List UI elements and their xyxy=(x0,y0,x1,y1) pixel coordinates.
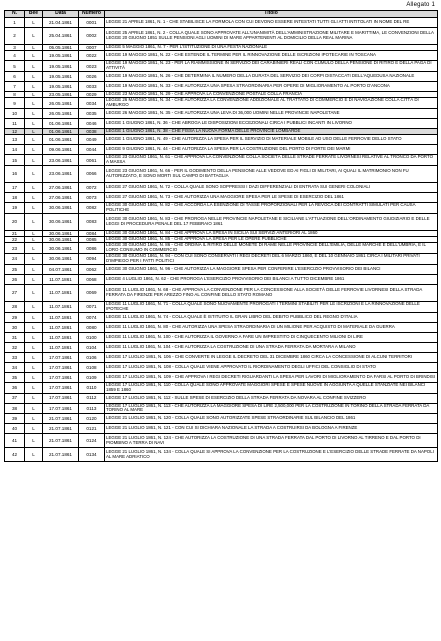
row-number: 5 xyxy=(5,61,25,72)
row-bee: L xyxy=(25,372,43,382)
row-title: LEGGE 17 LUGLIO 1861, N. 112 - SULLE SPESE DI ESERCIZIO DELLA STRADA FERRATA DA NOVARA AL CONFINE SVIZZERO xyxy=(105,393,438,403)
row-numero: 0108 xyxy=(79,362,105,372)
row-date: 25.04.1861 xyxy=(43,28,79,45)
row-number: 26 xyxy=(5,274,25,284)
row-number: 28 xyxy=(5,301,25,312)
row-numero: 0071 xyxy=(79,301,105,312)
row-number: 30 xyxy=(5,322,25,332)
table-row xyxy=(5,403,438,414)
table-row xyxy=(5,193,438,203)
row-bee: L xyxy=(25,362,43,372)
row-title: LEGGE 4 LUGLIO 1861, N. 62 - CHE PROROGA L'ESERCIZIO PROVVISORIO DEI BILANCI A TUTTO DICEMBRE 1861 xyxy=(105,274,438,284)
table-row xyxy=(5,109,438,119)
table-row xyxy=(5,51,438,61)
row-bee: L xyxy=(25,98,43,109)
table-row xyxy=(5,414,438,424)
row-title: LEGGE 19 MAGGIO 1861, N. 23 - PER LA RIAMMISSIONE IN SERVIZIO DEI CARABINIERI REALI CON CUMULO DELLA PENSIONE DI RITIRO E DELLA PAGA DI ATTIVITÀ xyxy=(105,61,438,72)
row-number: 2 xyxy=(5,28,25,45)
row-bee: L xyxy=(25,414,43,424)
table-row xyxy=(5,372,438,382)
table-row xyxy=(5,264,438,274)
row-bee: L xyxy=(25,230,43,236)
row-title: LEGGE 23 MAGGIO 1861, N. 29 - CHE APPROVA LA CONVENZIONE POSTALE COLLA FRANCIA xyxy=(105,92,438,98)
row-numero: 0022 xyxy=(79,51,105,61)
row-bee: L xyxy=(25,301,43,312)
row-number: 29 xyxy=(5,312,25,322)
row-numero: 0062 xyxy=(79,264,105,274)
row-title: LEGGE 25 APRILE 1861, N. 2 - COLLA QUALE SONO APPROVATE ALL'UNANIMITÀ DELL'AMMINISTRAZIONE MILITARE E MARITTIMA, LE CONVENZIONI DELLA LEGGE 20 GIUGNO 1851 SULLE PENSIONI AGLI UOMINI DI MARE APPARTENENTI AL DOMICILIO DELLA REAL MARINA xyxy=(105,28,438,45)
row-date: 27.06.1861 xyxy=(43,183,79,193)
table-row xyxy=(5,119,438,129)
row-numero: 0082 xyxy=(79,203,105,214)
row-date: 30.06.1861 xyxy=(43,254,79,265)
row-bee: L xyxy=(25,352,43,362)
attachment-label: Allegato 1 xyxy=(406,2,435,8)
row-bee: L xyxy=(25,284,43,301)
row-date: 11.07.1861 xyxy=(43,312,79,322)
row-date: 21.07.1861 xyxy=(43,434,79,448)
table-row xyxy=(5,61,438,72)
header-date: Data xyxy=(43,11,79,18)
row-title: LEGGE 26 MAGGIO 1861, N. 35 - CHE AUTORIZZA UNA LEVA DI 36,000 UOMINI NELLE PROVINCIE NAPOLETANE xyxy=(105,109,438,119)
row-numero: 0026 xyxy=(79,72,105,82)
table-row xyxy=(5,254,438,265)
row-date: 11.07.1861 xyxy=(43,342,79,352)
row-number: 23 xyxy=(5,243,25,254)
row-title: LEGGE 19 MAGGIO 1861, N. 33 - CHE AUTORIZZA UNA SPESA STRAORDINARIA PER OPERE DI MIGLIORAMENTO AL PORTO D'ANCONA xyxy=(105,82,438,92)
row-title: LEGGE 21 LUGLIO 1861, N. 124 - CHE AUTORIZZA LA COSTRUZIONE DI UNA STRADA FERRATA DAL PORTO DI LIVORNO AL TIRRENO E DAL PORTO DI PIOMBINO A TERRA DI NAVI xyxy=(105,434,438,448)
table-row xyxy=(5,166,438,183)
row-bee: L xyxy=(25,403,43,414)
row-number: 3 xyxy=(5,45,25,51)
row-numero: 0104 xyxy=(79,342,105,352)
row-numero: 0072 xyxy=(79,183,105,193)
row-date: 26.05.1861 xyxy=(43,109,79,119)
row-numero: 0113 xyxy=(79,403,105,414)
row-date: 21.07.1861 xyxy=(43,448,79,462)
row-number: 1 xyxy=(5,18,25,28)
row-number: 20 xyxy=(5,213,25,230)
row-bee: L xyxy=(25,129,43,135)
row-bee: L xyxy=(25,213,43,230)
row-date: 09.06.1861 xyxy=(43,145,79,155)
row-title: LEGGE 30 GIUGNO 1861, N. 82 - CHE ACCORDA LA ESENZIONE DI TASSE PROPORZIONALI PER LA REVOCA DEI CONTRATTI SIMULATI PER CAUSA POLITICHE xyxy=(105,203,438,214)
row-title: LEGGE 21 LUGLIO 1861, N. 121 - CON CUI SI DICHIARA NAZIONALE LA STRADA A COSTRUIRSI DA BOLOGNA A FIRENZE xyxy=(105,424,438,434)
table-row xyxy=(5,213,438,230)
row-numero: 0034 xyxy=(79,98,105,109)
row-numero: 0002 xyxy=(79,28,105,45)
row-title: LEGGE 21 LUGLIO 1861, N. 134 - COLLA QUALE SI APPROVA LA CONVENZIONE PER LA COSTRUZIONE E L'ESERCIZIO DELLE STRADE FERRATE DA NAPOLI AL MARE ADRIATICO xyxy=(105,448,438,462)
row-bee: L xyxy=(25,312,43,322)
row-bee: L xyxy=(25,203,43,214)
row-title: LEGGE 30 GIUGNO 1861, N. 96 - CHE AUTORIZZA LA MAGGIORE SPESA PER CONFERIRE L'ESERCIZIO PROVVISORIO DEI BILANCI xyxy=(105,264,438,274)
row-title: LEGGE 1 GIUGNO 1861, N. 38 - CHE FISSA LA NUOVA FORMA DELLE PROVINCIE LOMBARDE xyxy=(105,129,438,135)
row-title: LEGGE 5 MAGGIO 1861, N. 7 - PER L'ISTITUZIONE DI UNA FESTA NAZIONALE xyxy=(105,45,438,51)
row-date: 01.06.1861 xyxy=(43,119,79,129)
row-date: 05.05.1861 xyxy=(43,45,79,51)
row-bee: L xyxy=(25,274,43,284)
row-numero: 0007 xyxy=(79,45,105,51)
row-title: LEGGE 11 LUGLIO 1861, N. 100 - CHE AUTORIZZA IL GOVERNO A FARE UN IMPRESTITO DI CINQUECENTO MILIONI DI LIRE xyxy=(105,332,438,342)
row-number: 18 xyxy=(5,193,25,203)
row-date: 11.07.1861 xyxy=(43,274,79,284)
row-date: 30.06.1861 xyxy=(43,243,79,254)
row-bee: L xyxy=(25,264,43,274)
row-title: LEGGE 11 LUGLIO 1861, N. 71 - COLLA QUALE SONO NUOVAMENTE PROROGATI I TERMINI STABILITI PER LE ISCRIZIONI E LA RINNOVAZIONE DELLE IPOTECHE xyxy=(105,301,438,312)
row-title: LEGGE 27 GIUGNO 1861, N. 72 - COLLA QUALE SONO SOPPRESSI I DAZI DIFFERENZIALI DI ENTRATA SUI GENERI COLONIALI xyxy=(105,183,438,193)
row-title: LEGGE 19 MAGGIO 1861, N. 26 - CHE DETERMINA IL NUMERO DELLA DURATA DEL SERVIZIO DEI CORPI DISTACCATI DELL'AQUEDUSA NAZIONALE xyxy=(105,72,438,82)
row-number: 17 xyxy=(5,183,25,193)
row-number: 32 xyxy=(5,342,25,352)
row-numero: 0033 xyxy=(79,82,105,92)
row-bee: L xyxy=(25,424,43,434)
row-date: 19.05.1861 xyxy=(43,61,79,72)
row-numero: 0049 xyxy=(79,135,105,145)
row-numero: 0069 xyxy=(79,284,105,301)
row-number: 35 xyxy=(5,372,25,382)
row-title: LEGGE 30 GIUGNO 1861, N. 83 - CHE PROROGA NELLE PROVINCIE NAPOLETANE E SICILIANE L'ATTUAZIONE DELL'ORDINAMENTO GIUDIZIARIO E DELLE LEGGI DI PROCEDURA PENALE DEL 17 FEBBRAIO 1861 xyxy=(105,213,438,230)
row-date: 17.07.1861 xyxy=(43,403,79,414)
row-title: LEGGE 17 LUGLIO 1861, N. 109 - CHE APPROVA I REGI DECRETI RIGUARDANTI LA SPESA PER LAVORI DI MIGLIORAMENTO DA FARSI AL PORTO DI BRINDISI xyxy=(105,372,438,382)
table-row xyxy=(5,362,438,372)
row-number: 16 xyxy=(5,166,25,183)
table-row xyxy=(5,18,438,28)
table-row xyxy=(5,243,438,254)
row-numero: 0029 xyxy=(79,92,105,98)
row-number: 8 xyxy=(5,92,25,98)
row-title: LEGGE 11 LUGLIO 1861, N. 74 - COLLA QUALE È ISTITUITO IL GRAN LIBRO DEL DEBITO PUBBLICO DEL REGNO D'ITALIA xyxy=(105,312,438,322)
row-bee: L xyxy=(25,92,43,98)
row-bee: L xyxy=(25,254,43,265)
row-numero: 0112 xyxy=(79,393,105,403)
table-row xyxy=(5,98,438,109)
row-title: LEGGE 23 GIUGNO 1861, N. 66 - PER IL GODIMENTO DELLA PENSIONE ALLE VEDOVE ED AI FIGLI DI MILITARI, AI QUALI IL MATRIMONIO NON FU AUTORIZZATO, E SONO MORTI SUL CAMPO DI BATTAGLIA xyxy=(105,166,438,183)
row-date: 27.06.1861 xyxy=(43,193,79,203)
row-date: 30.06.1861 xyxy=(43,203,79,214)
row-date: 23.05.1861 xyxy=(43,92,79,98)
table-row xyxy=(5,448,438,462)
row-date: 30.06.1861 xyxy=(43,230,79,236)
row-bee: L xyxy=(25,342,43,352)
row-number: 31 xyxy=(5,332,25,342)
row-date: 11.07.1861 xyxy=(43,301,79,312)
table-row xyxy=(5,342,438,352)
row-numero: 0109 xyxy=(79,372,105,382)
row-bee: L xyxy=(25,145,43,155)
row-bee: L xyxy=(25,434,43,448)
row-number: 15 xyxy=(5,155,25,166)
row-number: 36 xyxy=(5,382,25,393)
row-date: 26.05.1861 xyxy=(43,98,79,109)
table-row xyxy=(5,284,438,301)
row-bee: L xyxy=(25,82,43,92)
row-numero: 0074 xyxy=(79,312,105,322)
table-row xyxy=(5,145,438,155)
laws-table xyxy=(4,10,438,462)
row-date: 30.06.1861 xyxy=(43,213,79,230)
row-date: 11.07.1861 xyxy=(43,322,79,332)
row-numero: 0086 xyxy=(79,243,105,254)
row-title: LEGGE 30 GIUGNO 1861, N. 94 - CON CUI SONO CONSERVATI I REGI DECRETI DEL 6 MARZO 1860, E DEL 10 GENNAIO 1861 CIRCA I MILITARI PRIVATI D'IMPIEGO PER I FATTI POLITICI xyxy=(105,254,438,265)
row-title: LEGGE 17 LUGLIO 1861, N. 110 - COLLA QUALE SONO APPROVATE MAGGIORI SPESE E SPESE NUOVE IN AGGIUNTA A QUELLE STANZIATE NEI BILANCI 1859 E 1860 xyxy=(105,382,438,393)
row-date: 11.07.1861 xyxy=(43,332,79,342)
row-numero: 0035 xyxy=(79,109,105,119)
row-number: 38 xyxy=(5,403,25,414)
row-numero: 0044 xyxy=(79,145,105,155)
table-row xyxy=(5,393,438,403)
table-row xyxy=(5,434,438,448)
row-title: LEGGE 1 GIUGNO 1861, N. 49 - CHE AUTORIZZA LA SPESA PER IL SERVIZIO DI MATERIALE MOBILE AD USO DELLE FERROVIE DELLO STATO xyxy=(105,135,438,145)
row-date: 19.05.1861 xyxy=(43,82,79,92)
row-date: 30.06.1861 xyxy=(43,237,79,243)
table-row xyxy=(5,155,438,166)
row-numero: 0094 xyxy=(79,254,105,265)
row-number: 10 xyxy=(5,109,25,119)
row-bee: L xyxy=(25,193,43,203)
header-bee: Bee xyxy=(25,11,43,18)
table-row xyxy=(5,301,438,312)
row-number: 34 xyxy=(5,362,25,372)
row-date: 23.06.1861 xyxy=(43,155,79,166)
row-bee: L xyxy=(25,382,43,393)
row-number: 37 xyxy=(5,393,25,403)
row-numero: 0083 xyxy=(79,213,105,230)
row-date: 21.07.1861 xyxy=(43,424,79,434)
row-date: 17.07.1861 xyxy=(43,372,79,382)
table-header-row xyxy=(5,11,438,18)
row-date: 04.07.1861 xyxy=(43,264,79,274)
row-bee: L xyxy=(25,166,43,183)
row-bee: L xyxy=(25,119,43,129)
row-title: LEGGE 17 LUGLIO 1861, N. 106 - CHE CONVERTE IN LEGGE IL DECRETO DEL 31 DICEMBRE 1860 CIRCA LA CONCESSIONE DI ALCUNI TERRITORI xyxy=(105,352,438,362)
row-date: 17.07.1861 xyxy=(43,393,79,403)
row-date: 17.07.1861 xyxy=(43,352,79,362)
row-numero: 0134 xyxy=(79,448,105,462)
row-date: 17.07.1861 xyxy=(43,362,79,372)
row-bee: L xyxy=(25,448,43,462)
row-title: LEGGE 11 LUGLIO 1861, N. 80 - CHE AUTORIZZA UNA SPESA STRAORDINARIA DI UN MILIONE PER ACQUISTO DI MATERIALE DA GUERRA xyxy=(105,322,438,332)
row-number: 42 xyxy=(5,448,25,462)
row-number: 12 xyxy=(5,129,25,135)
row-title: LEGGE 23 GIUGNO 1861, N. 61 - CHE APPROVA LA CONVENZIONE COLLA SOCIETÀ DELLE STRADE FERRATE LIVORNESI RELATIVE AL TRONCO DA PORTO A MASSA xyxy=(105,155,438,166)
row-numero: 0001 xyxy=(79,18,105,28)
row-number: 39 xyxy=(5,414,25,424)
row-bee: L xyxy=(25,135,43,145)
row-title: LEGGE 11 LUGLIO 1861, N. 68 - CHE APPROVA LA CONVENZIONE PER LA CONCESSIONE ALLA SOCIETÀ DELLE FERROVIE LIVORNESI DELLA STRADA FERRATA DA FIRENZE PER AREZZO FINO AL CONFINE DELLO STATO ROMANO xyxy=(105,284,438,301)
table-row xyxy=(5,332,438,342)
row-numero: 0046 xyxy=(79,119,105,129)
row-date: 11.07.1861 xyxy=(43,284,79,301)
row-numero: 0084 xyxy=(79,230,105,236)
row-date: 21.04.1861 xyxy=(43,18,79,28)
row-number: 24 xyxy=(5,254,25,265)
table-row xyxy=(5,135,438,145)
row-date: 01.06.1861 xyxy=(43,135,79,145)
table-row xyxy=(5,72,438,82)
row-title: LEGGE 21 APRILE 1861, N. 1 - CHE STABILISCE LA FORMOLA CON CUI DEVONO ESSERE INTESTATI TUTTI GLI ATTI INTITOLATI IN NOME DEL RE xyxy=(105,18,438,28)
row-title: LEGGE 21 LUGLIO 1861, N. 120 - COLLA QUALE SONO AUTORIZZATE SPESE STRAORDINARIE SUL BILANCIO DEL 1861 xyxy=(105,414,438,424)
row-title: LEGGE 30 GIUGNO 1861, N. 85 - CHE APPROVA LA SPESA PER LE OPERE PUBBLICHE xyxy=(105,237,438,243)
row-bee: L xyxy=(25,109,43,119)
row-numero: 0038 xyxy=(79,129,105,135)
row-date: 19.05.1861 xyxy=(43,51,79,61)
row-date: 23.06.1861 xyxy=(43,166,79,183)
table-row xyxy=(5,322,438,332)
table-row xyxy=(5,274,438,284)
row-title: LEGGE 19 MAGGIO 1861, N. 22 - CHE ESTENDE IL TERMINE PER IL RINNOVAZIONE DELLE ISCRIZIONI IPOTECARIE IN TOSCANA xyxy=(105,51,438,61)
row-title: LEGGE 30 GIUGNO 1861, N. 86 - CHE ORDINA IL RITIRO DELLE MONETE DI RAME NELLE PROVINCIE DELL'EMILIA, DELLE MARCHE E DELL'UMBRIA, E IL LORO CONSUMO IN COMMERCIO xyxy=(105,243,438,254)
row-numero: 0124 xyxy=(79,434,105,448)
row-title: LEGGE 1 GIUGNO 1861, N. 36 - CHE ABROGA LE DISPOSIZIONI ECCEZIONALI CIRCA I PUBBLICI INCANTI IN LIVORNO xyxy=(105,119,438,129)
header-title: Titolo xyxy=(105,11,438,18)
row-numero: 0100 xyxy=(79,332,105,342)
row-date: 01.06.1861 xyxy=(43,129,79,135)
row-number: 33 xyxy=(5,352,25,362)
table-row xyxy=(5,312,438,322)
row-bee: L xyxy=(25,18,43,28)
header-number: N. xyxy=(5,11,25,18)
row-number: 11 xyxy=(5,119,25,129)
row-number: 27 xyxy=(5,284,25,301)
table-row xyxy=(5,203,438,214)
row-title: LEGGE 17 LUGLIO 1861, N. 113 - CHE AUTORIZZA LA MAGGIORE SPESA DI LIRE 2,500,000 PER LA COSTRUZIONE IN TORINO DELLA STRADA FERRATA DA TORINO AL MARE xyxy=(105,403,438,414)
row-bee: L xyxy=(25,28,43,45)
table-row xyxy=(5,424,438,434)
row-numero: 0110 xyxy=(79,382,105,393)
row-number: 13 xyxy=(5,135,25,145)
row-numero: 0066 xyxy=(79,166,105,183)
row-numero: 0073 xyxy=(79,193,105,203)
row-title: LEGGE 26 MAGGIO 1861, N. 34 - CHE AUTORIZZA LA CONVENZIONE ADDIZIONALE AL TRATTATO DI COMMERCIO E DI NAVIGAZIONE COLLA CITTÀ DI AMBURGO xyxy=(105,98,438,109)
table-row xyxy=(5,82,438,92)
row-bee: L xyxy=(25,393,43,403)
row-numero: 0023 xyxy=(79,61,105,72)
row-bee: L xyxy=(25,322,43,332)
row-date: 21.07.1861 xyxy=(43,414,79,424)
row-number: 7 xyxy=(5,82,25,92)
row-title: LEGGE 27 GIUGNO 1861, N. 73 - CHE AUTORIZZA UNA MAGGIORE SPESA PER LE SPESE DI ESERCIZIO DEL 1861 xyxy=(105,193,438,203)
row-numero: 0068 xyxy=(79,274,105,284)
row-date: 19.05.1861 xyxy=(43,72,79,82)
row-numero: 0061 xyxy=(79,155,105,166)
row-numero: 0106 xyxy=(79,352,105,362)
row-bee: L xyxy=(25,155,43,166)
row-number: 14 xyxy=(5,145,25,155)
row-numero: 0120 xyxy=(79,414,105,424)
row-numero: 0080 xyxy=(79,322,105,332)
table-row xyxy=(5,28,438,45)
row-bee: L xyxy=(25,332,43,342)
row-bee: L xyxy=(25,237,43,243)
row-bee: L xyxy=(25,61,43,72)
row-number: 25 xyxy=(5,264,25,274)
row-bee: L xyxy=(25,51,43,61)
row-bee: L xyxy=(25,243,43,254)
row-number: 40 xyxy=(5,424,25,434)
table-row xyxy=(5,382,438,393)
row-date: 17.07.1861 xyxy=(43,382,79,393)
row-numero: 0121 xyxy=(79,424,105,434)
row-numero: 0085 xyxy=(79,237,105,243)
row-number: 19 xyxy=(5,203,25,214)
row-number: 6 xyxy=(5,72,25,82)
row-number: 21 xyxy=(5,230,25,236)
header-numero: Numero xyxy=(79,11,105,18)
row-title: LEGGE 9 GIUGNO 1861, N. 44 - CHE AUTORIZZA LA SPESA PER LA COSTRUZIONE DEL PORTO DI FORTE DEI MARMI xyxy=(105,145,438,155)
row-bee: L xyxy=(25,45,43,51)
row-title: LEGGE 11 LUGLIO 1861, N. 104 - CHE AUTORIZZA LA COSTRUZIONE DI UNA STRADA FERRATA DA MORTARA A MILANO xyxy=(105,342,438,352)
row-number: 9 xyxy=(5,98,25,109)
row-number: 41 xyxy=(5,434,25,448)
row-number: 22 xyxy=(5,237,25,243)
table-row xyxy=(5,352,438,362)
table-row xyxy=(5,183,438,193)
row-bee: L xyxy=(25,183,43,193)
row-bee: L xyxy=(25,72,43,82)
row-number: 4 xyxy=(5,51,25,61)
row-title: LEGGE 17 LUGLIO 1861, N. 108 - COLLA QUALE VIENE APPROVATO IL RIORDINAMENTO DEGLI UFFICI DEL CONSIGLIO DI STATO xyxy=(105,362,438,372)
row-title: LEGGE 30 GIUGNO 1861, N. 84 - CHE APPROVA LA SPESA IN SICILIA SUI SERVIZI ANTERIORI AL 1860 xyxy=(105,230,438,236)
